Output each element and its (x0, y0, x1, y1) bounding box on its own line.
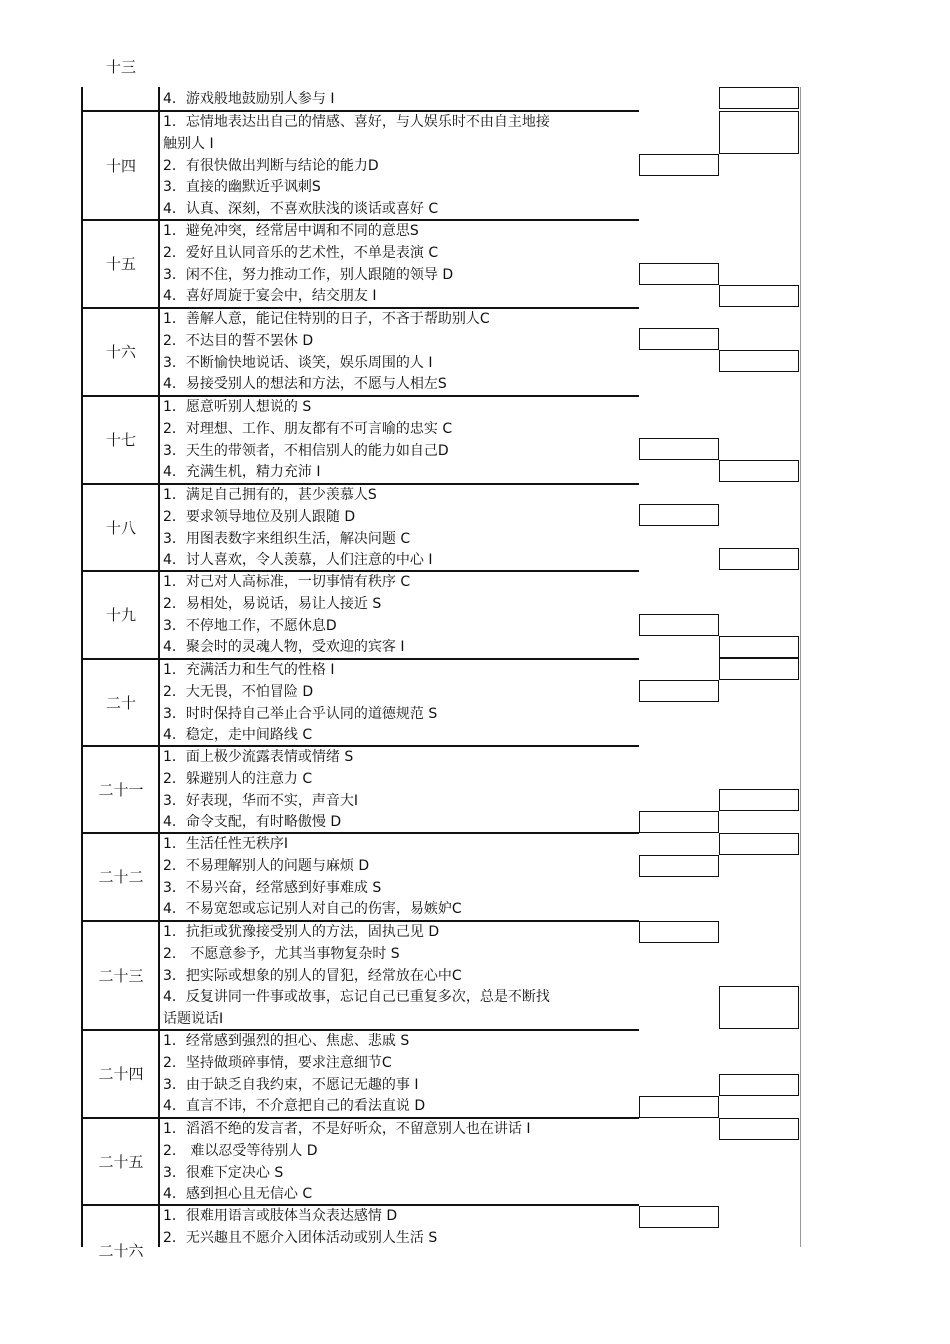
answer-box[interactable] (639, 1206, 719, 1228)
group-label: 二十四 (98, 1065, 144, 1083)
item-text: 3．不易兴奋，经常感到好事难成 S (163, 879, 382, 896)
answer-box[interactable] (719, 111, 799, 154)
item-text: 3．好表现，华而不实，声音大I (163, 792, 359, 809)
item-text: 2．爱好且认同音乐的艺术性，不单是表演 C (163, 244, 439, 261)
answer-box[interactable] (639, 438, 719, 460)
answer-box[interactable] (719, 789, 799, 811)
item-text: 触别人 I (163, 135, 214, 152)
item-text: 3．很难下定决心 S (163, 1164, 284, 1181)
item-text: 1．对己对人高标准，一切事情有秩序 C (163, 574, 411, 590)
row-divider (81, 395, 639, 397)
item-text: 1．很难用语言或肢体当众表达感情 D (163, 1208, 398, 1224)
answer-box[interactable] (719, 833, 799, 855)
answer-box[interactable] (639, 614, 719, 636)
item-text: 3．由于缺乏自我约束，不愿记无趣的事 I (163, 1076, 419, 1093)
item-text: 2．大无畏，不怕冒险 D (163, 683, 314, 700)
item-text: 1．忘情地表达出自己的情感、喜好，与人娱乐时不由自主地接 (163, 114, 550, 130)
item-text: 3．闲不住，努力推动工作，别人跟随的领导 D (163, 266, 454, 283)
item-text: 3．不断愉快地说话、谈笑，娱乐周围的人 I (163, 354, 433, 371)
group-label: 十九 (105, 606, 136, 624)
answer-box[interactable] (719, 636, 799, 658)
row-divider (81, 745, 639, 747)
item-text: 2．要求领导地位及别人跟随 D (163, 508, 356, 525)
item-text: 4．命令支配，有时略傲慢 D (163, 814, 342, 831)
item-text: 2．易相处，易说话，易让人接近 S (163, 595, 382, 612)
item-text: 4．认真、深刻，不喜欢肤浅的谈话或喜好 C (163, 201, 439, 218)
row-divider (81, 219, 639, 221)
item-text: 3．直接的幽默近乎讽刺S (163, 179, 321, 196)
item-text: 3．天生的带领者，不相信别人的能力如自己D (163, 442, 449, 459)
answer-box[interactable] (719, 986, 799, 1029)
row-divider (81, 570, 639, 572)
group-label: 十六 (105, 343, 136, 361)
item-text: 2． 不愿意参予，尤其当事物复杂时 S (163, 945, 400, 962)
answer-box[interactable] (719, 285, 799, 307)
item-text: 1．生活任性无秩序I (163, 836, 289, 852)
answer-box[interactable] (719, 460, 799, 482)
item-text: 话题说话I (163, 1011, 224, 1028)
item-text: 4．充满生机，精力充沛 I (163, 464, 321, 481)
item-text: 4．直言不讳，不介意把自己的看法直说 D (163, 1098, 426, 1115)
item-text: 2．对理想、工作、朋友都有不可言喻的忠实 C (163, 420, 453, 437)
item-text: 3．把实际或想象的别人的冒犯，经常放在心中C (163, 967, 462, 984)
item-text: 2．无兴趣且不愿介入团体活动或别人生活 S (163, 1229, 438, 1246)
group-label: 二十一 (98, 780, 144, 799)
item-text: 4．游戏般地鼓励别人参与 I (163, 91, 335, 107)
item-text: 1．愿意听别人想说的 S (163, 399, 312, 415)
group-label: 二十五 (98, 1152, 144, 1171)
item-text: 3．用图表数字来组织生活，解决问题 C (163, 530, 411, 547)
row-divider (81, 920, 639, 922)
answer-box[interactable] (639, 921, 719, 943)
answer-box[interactable] (639, 680, 719, 702)
group-label: 十八 (105, 518, 136, 537)
row-divider (81, 832, 639, 834)
item-text: 4．易接受别人的想法和方法，不愿与人相左S (163, 376, 447, 393)
answer-box[interactable] (639, 263, 719, 285)
group-label: 十五 (105, 255, 136, 273)
item-text: 3．时时保持自己举止合乎认同的道德规范 S (163, 705, 438, 722)
item-text: 1．善解人意，能记住特别的日子，不吝于帮助别人C (163, 311, 490, 327)
item-text: 1．避免冲突，经常居中调和不同的意思S (163, 223, 419, 239)
answer-box[interactable] (719, 1118, 799, 1140)
group-label: 十四 (105, 156, 136, 175)
answer-box[interactable] (719, 548, 799, 570)
row-divider (81, 307, 639, 309)
item-text: 4．不易宽恕或忘记别人对自己的伤害，易嫉妒C (163, 901, 462, 918)
row-divider (81, 1117, 639, 1119)
answer-box[interactable] (639, 811, 719, 833)
item-text: 4．讨人喜欢，令人羡慕，人们注意的中心 I (163, 552, 433, 569)
row-divider (81, 658, 639, 660)
row-divider (81, 483, 639, 485)
group-label: 二十三 (98, 966, 144, 985)
group-label: 二十二 (98, 868, 144, 886)
item-text: 4．感到担心且无信心 C (163, 1186, 313, 1203)
answer-box[interactable] (639, 1096, 719, 1118)
row-divider (81, 110, 639, 112)
item-text: 4．喜好周旋于宴会中，结交朋友 I (163, 288, 377, 305)
item-text: 1．充满活力和生气的性格 I (163, 662, 335, 678)
answer-box[interactable] (719, 350, 799, 372)
item-text: 2．不易理解别人的问题与麻烦 D (163, 857, 370, 874)
right-border (800, 87, 801, 1247)
answer-box[interactable] (639, 154, 719, 176)
answer-box[interactable] (639, 855, 719, 877)
answer-box[interactable] (639, 328, 719, 350)
answer-box[interactable] (719, 658, 799, 680)
item-text: 2．坚持做琐碎事情，要求注意细节C (163, 1054, 392, 1071)
item-text: 3．不停地工作，不愿休息D (163, 617, 337, 634)
partial-group-label: 十三 (106, 58, 137, 76)
item-text: 2． 难以忍受等待别人 D (163, 1142, 318, 1159)
item-text: 1．经常感到强烈的担心、焦虑、悲戚 S (163, 1033, 410, 1049)
group-label: 二十 (105, 693, 136, 712)
item-text: 1．面上极少流露表情或情绪 S (163, 749, 354, 765)
item-text: 2．有很快做出判断与结论的能力D (163, 157, 379, 174)
answer-box[interactable] (639, 504, 719, 526)
group-label: 十七 (105, 431, 136, 449)
group-label: 二十六 (98, 1242, 144, 1260)
item-text: 1．滔滔不绝的发言者，不是好听众，不留意别人也在讲话 I (163, 1121, 531, 1137)
answer-box[interactable] (719, 1074, 799, 1096)
item-text: 4．反复讲同一件事或故事，忘记自己已重复多次，总是不断找 (163, 989, 550, 1006)
item-text: 2．躲避别人的注意力 C (163, 770, 313, 787)
row-divider (81, 1204, 639, 1206)
item-text: 4．稳定，走中间路线 C (163, 727, 313, 744)
item-text: 4．聚会时的灵魂人物，受欢迎的宾客 I (163, 639, 405, 656)
item-text: 1．满足自己拥有的，甚少羡慕人S (163, 487, 377, 503)
item-text: 2．不达目的誓不罢休 D (163, 332, 314, 349)
item-text: 1．抗拒或犹豫接受别人的方法，固执己见 D (163, 924, 440, 940)
row-divider (81, 1029, 639, 1031)
answer-box[interactable] (719, 87, 799, 109)
